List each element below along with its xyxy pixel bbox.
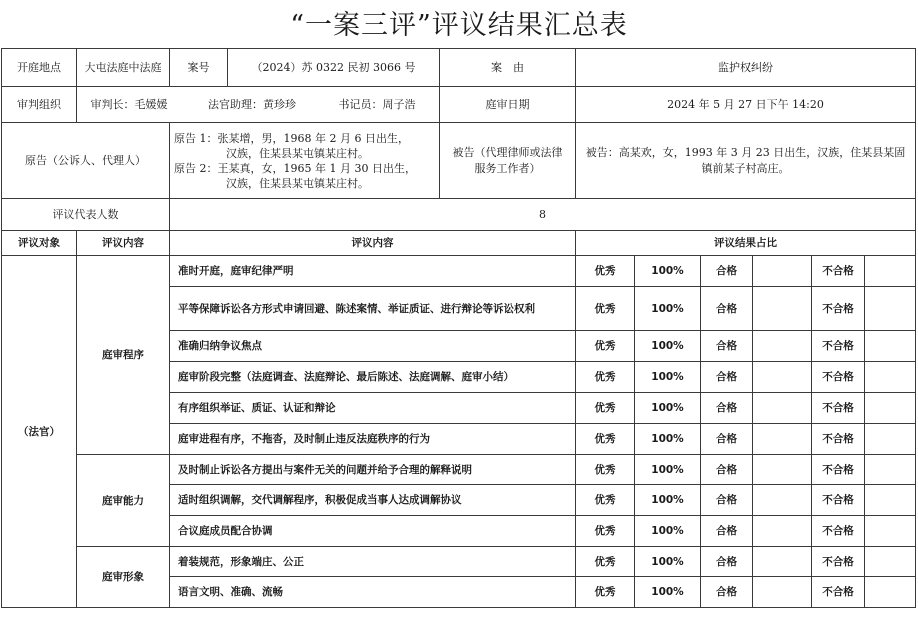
excellent-label: 优秀	[576, 256, 635, 287]
group-name: 庭审形象	[77, 547, 170, 608]
fail-ratio	[865, 331, 916, 362]
pass-ratio	[753, 577, 812, 608]
fail-ratio	[865, 577, 916, 608]
col-ratio: 评议结果占比	[576, 231, 916, 256]
fail-ratio	[865, 362, 916, 393]
table-row	[2, 455, 916, 485]
pass-label: 合格	[701, 485, 753, 516]
case-no-value: （2024）苏 0322 民初 3066 号	[228, 49, 440, 87]
pass-label: 合格	[701, 331, 753, 362]
fail-label: 不合格	[812, 393, 865, 424]
fail-label: 不合格	[812, 287, 865, 331]
fail-label: 不合格	[812, 331, 865, 362]
presiding-judge: 审判长：毛媛媛	[90, 97, 168, 111]
evaluated-object: （法官）	[2, 256, 77, 608]
pass-label: 合格	[701, 455, 753, 485]
criterion-text: 准确归纳争议焦点	[170, 331, 576, 362]
defendant-label: 被告（代理律师或法律服务工作者）	[440, 123, 576, 199]
clerk: 书记员：周子浩	[338, 97, 416, 111]
excellent-label: 优秀	[576, 485, 635, 516]
excellent-ratio: 100%	[635, 485, 701, 516]
panel-members	[77, 87, 440, 123]
plaintiff-label: 原告（公诉人、代理人）	[2, 123, 170, 199]
pass-label: 合格	[701, 424, 753, 455]
cause-label: 案 由	[440, 49, 576, 87]
pass-label: 合格	[701, 393, 753, 424]
fail-label: 不合格	[812, 424, 865, 455]
panel-label: 审判组织	[2, 87, 77, 123]
criterion-text: 及时制止诉讼各方提出与案件无关的问题并给予合理的解释说明	[170, 455, 576, 485]
fail-ratio	[865, 455, 916, 485]
table-row	[2, 256, 916, 287]
pass-label: 合格	[701, 362, 753, 393]
fail-label: 不合格	[812, 455, 865, 485]
criterion-text: 庭审阶段完整（法庭调查、法庭辩论、最后陈述、法庭调解、庭审小结）	[170, 362, 576, 393]
fail-ratio	[865, 256, 916, 287]
excellent-ratio: 100%	[635, 331, 701, 362]
criterion-text: 平等保障诉讼各方形式申请回避、陈述案情、举证质证、进行辩论等诉讼权利	[170, 287, 576, 331]
criterion-text: 语言文明、准确、流畅	[170, 577, 576, 608]
fail-label: 不合格	[812, 577, 865, 608]
pass-ratio	[753, 485, 812, 516]
excellent-ratio: 100%	[635, 547, 701, 577]
fail-label: 不合格	[812, 256, 865, 287]
excellent-label: 优秀	[576, 516, 635, 547]
pass-ratio	[753, 547, 812, 577]
col-detail: 评议内容	[170, 231, 576, 256]
table-row	[2, 547, 916, 577]
pass-ratio	[753, 362, 812, 393]
plaintiff-2-line-2: 汉族，住某县某屯镇某庄村。	[226, 176, 369, 190]
col-content: 评议内容	[77, 231, 170, 256]
excellent-ratio: 100%	[635, 424, 701, 455]
judge-assistant: 法官助理：黄珍珍	[208, 97, 296, 111]
court-place-value: 大屯法庭中法庭	[77, 49, 170, 87]
pass-ratio	[753, 424, 812, 455]
fail-label: 不合格	[812, 547, 865, 577]
excellent-ratio: 100%	[635, 577, 701, 608]
case-no-label: 案号	[170, 49, 228, 87]
group-name: 庭审程序	[77, 256, 170, 455]
excellent-label: 优秀	[576, 362, 635, 393]
fail-label: 不合格	[812, 516, 865, 547]
excellent-ratio: 100%	[635, 455, 701, 485]
excellent-label: 优秀	[576, 577, 635, 608]
pass-label: 合格	[701, 516, 753, 547]
plaintiff-1-line-1: 原告 1：张某增，男，1968 年 2 月 6 日出生，	[174, 131, 409, 145]
fail-ratio	[865, 287, 916, 331]
page-title: “一案三评”评议结果汇总表	[290, 10, 628, 41]
pass-label: 合格	[701, 577, 753, 608]
pass-ratio	[753, 516, 812, 547]
plaintiff-2-line-1: 原告 2：王某真，女，1965 年 1 月 30 日出生，	[174, 161, 416, 175]
fail-ratio	[865, 424, 916, 455]
excellent-ratio: 100%	[635, 393, 701, 424]
criterion-text: 有序组织举证、质证、认证和辩论	[170, 393, 576, 424]
plaintiff-1-line-2: 汉族，住某县某屯镇某庄村。	[226, 146, 369, 160]
trial-date-label: 庭审日期	[440, 87, 576, 123]
court-place-label: 开庭地点	[2, 49, 77, 87]
pass-ratio	[753, 256, 812, 287]
col-object: 评议对象	[2, 231, 77, 256]
criterion-text: 合议庭成员配合协调	[170, 516, 576, 547]
pass-label: 合格	[701, 547, 753, 577]
excellent-ratio: 100%	[635, 287, 701, 331]
pass-label: 合格	[701, 256, 753, 287]
excellent-label: 优秀	[576, 287, 635, 331]
criterion-text: 准时开庭，庭审纪律严明	[170, 256, 576, 287]
pass-ratio	[753, 287, 812, 331]
fail-ratio	[865, 485, 916, 516]
excellent-label: 优秀	[576, 455, 635, 485]
excellent-label: 优秀	[576, 547, 635, 577]
criterion-text: 庭审进程有序，不拖沓，及时制止违反法庭秩序的行为	[170, 424, 576, 455]
reps-value: 8	[170, 199, 916, 231]
pass-ratio	[753, 331, 812, 362]
criterion-text: 适时组织调解，交代调解程序，积极促成当事人达成调解协议	[170, 485, 576, 516]
fail-label: 不合格	[812, 485, 865, 516]
pass-label: 合格	[701, 287, 753, 331]
group-name: 庭审能力	[77, 455, 170, 547]
criterion-text: 着装规范，形象端庄、公正	[170, 547, 576, 577]
excellent-ratio: 100%	[635, 516, 701, 547]
excellent-label: 优秀	[576, 331, 635, 362]
defendant-info: 被告：高某欢，女，1993 年 3 月 23 日出生，汉族，住某县某固镇前某子村高庄。	[576, 123, 916, 199]
summary-table	[1, 48, 916, 608]
fail-ratio	[865, 393, 916, 424]
pass-ratio	[753, 455, 812, 485]
trial-date-value: 2024 年 5 月 27 日下午 14:20	[576, 87, 916, 123]
excellent-label: 优秀	[576, 424, 635, 455]
excellent-label: 优秀	[576, 393, 635, 424]
fail-ratio	[865, 547, 916, 577]
plaintiff-info	[170, 123, 440, 199]
fail-ratio	[865, 516, 916, 547]
excellent-ratio: 100%	[635, 256, 701, 287]
excellent-ratio: 100%	[635, 362, 701, 393]
fail-label: 不合格	[812, 362, 865, 393]
cause-value: 监护权纠纷	[576, 49, 916, 87]
pass-ratio	[753, 393, 812, 424]
reps-label: 评议代表人数	[2, 199, 170, 231]
